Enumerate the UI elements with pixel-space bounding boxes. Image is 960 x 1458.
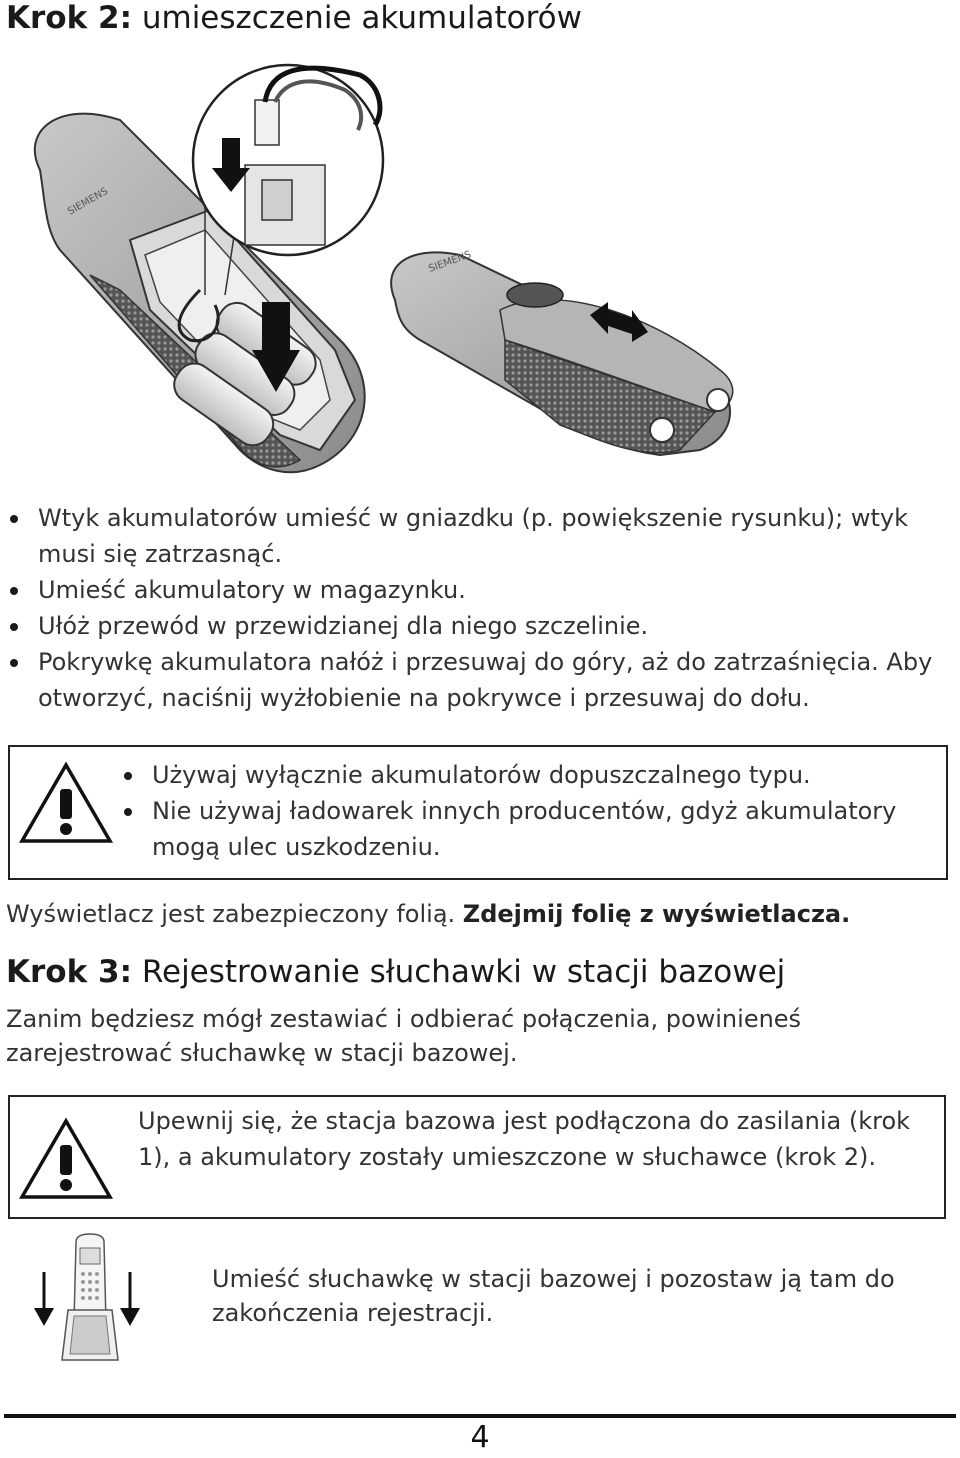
step3-intro: Zanim będziesz mógł zestawiać i odbierać połączenia, powinieneś zarejestrować słuchawkę w stacji bazowej. [6, 1005, 802, 1067]
registration-warning-text: Upewnij się, że stacja bazowa jest podłączona do zasilania (krok 1), a akumulatory zostały umieszczone w słuchawce (krok 2). [138, 1107, 911, 1171]
display-note-text: Wyświetlacz jest zabezpieczony folią. [6, 900, 456, 928]
down-arrow-right-icon [120, 1272, 140, 1326]
brand-label-left: SIEMENS [66, 185, 110, 218]
warning-list [118, 757, 918, 865]
display-note-emphasis: Zdejmij folię z wyświetlacza. [462, 900, 851, 928]
step2-instructions [4, 500, 934, 716]
list-item: Pokrywkę akumulatora nałóż i przesuwaj do góry, aż do zatrzaśnięcia. Aby otworzyć, naciśnij wyżłobienie na pokrywce i przesuwaj do dołu. [4, 644, 934, 716]
display-note [6, 897, 956, 931]
list-item: Nie używaj ładowarek innych producentów, gdyż akumulatory mogą ulec uszkodzeniu. [118, 793, 918, 865]
handset-in-base-illustration [30, 1232, 150, 1364]
battery-installation-illustration [0, 40, 960, 485]
registration-warning-box [8, 1095, 946, 1219]
list-item: Umieść akumulatory w magazynku. [4, 572, 934, 608]
warning-triangle-icon [18, 761, 114, 845]
step3-heading [6, 954, 785, 990]
warning-triangle-icon [18, 1117, 114, 1201]
list-item: Używaj wyłącznie akumulatorów dopuszczalnego typu. [118, 757, 918, 793]
step3-number: Krok 3: [6, 954, 132, 990]
closed-handset-drawing [391, 249, 733, 455]
list-item: Ułóż przewód w przewidzianej dla niego szczelinie. [4, 608, 934, 644]
list-item: Wtyk akumulatorów umieść w gniazdku (p. powiększenie rysunku); wtyk musi się zatrzasnąć. [4, 500, 934, 572]
page-number: 4 [470, 1420, 490, 1455]
step2-number: Krok 2: [6, 0, 132, 36]
battery-warning-box [8, 745, 948, 880]
step3-title: Rejestrowanie słuchawki w stacji bazowej [141, 954, 786, 990]
down-arrow-left-icon [34, 1272, 54, 1326]
step2-heading [6, 0, 582, 36]
step2-title: umieszczenie akumulatorów [141, 0, 582, 36]
brand-label-right: SIEMENS [427, 249, 473, 275]
step3-instruction: Umieść słuchawkę w stacji bazowej i pozostaw ją tam do zakończenia rejestracji. [212, 1265, 895, 1327]
